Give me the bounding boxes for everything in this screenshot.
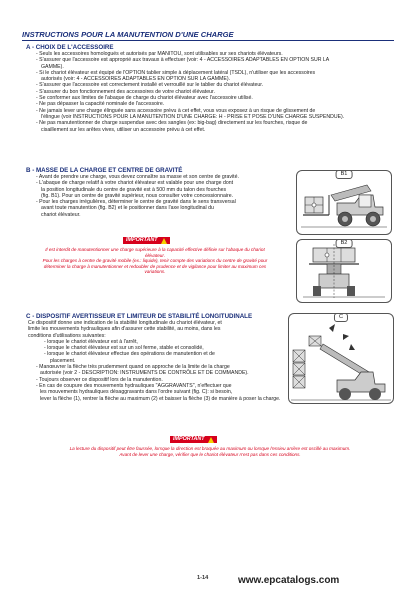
title-divider	[22, 40, 394, 41]
figure-c	[288, 313, 394, 404]
section-b-title: B - MASSE DE LA CHARGE ET CENTRE DE GRAVITÉ	[26, 167, 183, 174]
section-c-line: limite les mouvements hydrauliques afin d'assurer cette stabilité, au moins, dans les	[28, 326, 221, 333]
section-a-title: A - CHOIX DE L'ACCESSOIRE	[26, 44, 114, 51]
section-b-text	[36, 174, 291, 218]
section-a-line: GAMME).	[41, 63, 64, 70]
important-banner-b	[123, 237, 170, 244]
section-c-line: - Toujours observer ce dispositif lors de la manutention.	[36, 376, 163, 383]
warning-triangle-icon	[161, 238, 167, 244]
warning-line: La lecture du dispositif peut être faussée, lorsque la direction est braquée au maximum ou lorsque l'essieu arrière est oscillé au maximum.	[69, 446, 351, 451]
telehandler-front-illustration	[297, 240, 391, 302]
important-banner-c	[170, 436, 217, 443]
section-c-line: les mouvements hydrauliques désaggravants dans l'ordre suivant (fig. C): si besoin,	[40, 389, 233, 396]
warning-text-b	[30, 247, 280, 275]
figure-b2	[296, 239, 392, 303]
section-b-line: avant toute manutention (fig. B2) et le positionner dans l'axe longitudinal du	[41, 205, 214, 212]
telehandler-stability-illustration	[289, 314, 393, 403]
section-a-line: l'élingue (voir INSTRUCTIONS POUR LA MANUTENTION D'UNE CHARGE: H - PRISE ET POSE D'UNE CHARGE SUSPENDUE).	[41, 113, 345, 120]
section-c-line: - lorsque le chariot élévateur est à l'arrêt,	[44, 338, 138, 345]
warning-line: élévateur.	[144, 252, 165, 258]
section-c-line: - lorsque le chariot élévateur est sur un sol ferme, stable et consolidé,	[44, 345, 204, 352]
section-a-line: - S'assurer que l'accessoire est approprié aux travaux à effectuer (voir: 4 - ACCESSOIRES ADAPTABLES EN OPTION SUR LA	[36, 57, 330, 64]
section-a-line: - Se conformer aux limites de l'abaque de charge du chariot élévateur avec l'accessoire utilisé.	[36, 95, 253, 102]
section-c-line: Ce dispositif donne une indication de la stabilité longitudinale du chariot élévateur, et	[28, 320, 222, 326]
page-number: 1-14	[197, 575, 209, 581]
section-b-line: chariot élévateur.	[41, 211, 81, 218]
important-label: IMPORTANT	[126, 237, 158, 243]
section-c-title: C - DISPOSITIF AVERTISSEUR ET LIMITEUR DE STABILITÉ LONGITUDINALE	[26, 313, 253, 320]
section-a-line: cisaillement sur les arêtes vives, utiliser un accessoire prévu à cet effet.	[41, 126, 206, 133]
warning-triangle-icon	[208, 437, 214, 443]
section-b-line: (fig. B1). Pour un centre de gravité supérieur, nous consulter votre concessionnaire.	[41, 192, 234, 199]
section-a-line: - S'assurer que l'accessoire est correctement installé et verrouillé sur le tablier du chariot élévateur.	[36, 82, 264, 89]
section-a-line: - Ne jamais lever une charge élinguée sans accessoire prévu à cet effet, vous vous exposez à un risque de glissement de	[36, 107, 316, 114]
section-c-line: conditions d'utilisations suivantes:	[28, 332, 106, 339]
section-c-line: - Manœuvrer la flèche très prudemment quand on approche de la limite de la charge	[36, 364, 230, 371]
figure-b1	[296, 170, 392, 235]
section-a-line: - Ne pas dépasser la capacité nominale de l'accessoire.	[36, 101, 165, 108]
figure-label: B2	[336, 239, 353, 248]
figure-label: B1	[336, 170, 353, 179]
section-a-text	[36, 51, 396, 133]
section-a-line: - S'assurer du bon fonctionnement des accessoires de votre chariot élévateur.	[36, 88, 215, 95]
warning-line: déterminer la charge à manutentionner et redoubler de prudence et de vigilance pour limiter au maximum ces	[43, 263, 267, 269]
warning-line: Pour les charges à centre de gravité mobile (ex.: liquide), tenir compte des variations du centre de gravité pour	[42, 258, 268, 264]
section-c-line: placement.	[50, 357, 76, 364]
warning-line: variations.	[144, 269, 166, 275]
warning-line: Il est interdit de manutentionner une charge supérieure à la capacité effective définie sur l'abaque du chariot	[45, 247, 265, 252]
telehandler-side-illustration	[297, 171, 391, 234]
section-a-line: - Seuls les accessoires homologués et autorisés par MANITOU, sont utilisables sur ses chariots élévateurs.	[36, 51, 283, 57]
figure-label: C	[334, 313, 348, 322]
section-c-line: lever la flèche (1), rentrer la flèche au maximum (2) et baisser la flèche (3) de manière à poser la charge.	[40, 395, 281, 402]
section-a-line: - Si le chariot élévateur est équipé de l'OPTION tablier simple à déplacement latéral (TSDL), n'utiliser que les accessoires	[36, 69, 316, 76]
section-b-line: - Avant de prendre une charge, vous devez connaître sa masse et son centre de gravité.	[36, 174, 239, 180]
section-c-line: - lorsque le chariot élévateur effectue des opérations de manutention et de	[44, 351, 215, 358]
page-title: INSTRUCTIONS POUR LA MANUTENTION D'UNE CHARGE	[22, 30, 234, 39]
section-c-line: autorisée (voir 2 - DESCRIPTION: INSTRUMENTS DE CONTRÔLE ET DE COMMANDE).	[40, 370, 249, 377]
warning-line: Avant de lever une charge, vérifier que le chariot élévateur n'est pas dans ces conditions.	[119, 451, 301, 457]
section-b-line: la position longitudinale du centre de gravité est à 500 mm du talon des fourches	[41, 186, 227, 193]
section-b-line: - Pour les charges irrégulières, déterminer le centre de gravité dans le sens transversal	[36, 199, 236, 206]
important-label: IMPORTANT	[173, 436, 205, 442]
warning-text-c	[26, 446, 394, 457]
watermark-url: www.epcatalogs.com	[238, 575, 340, 586]
section-a-line: autorisés (voir: 4 - ACCESSOIRES ADAPTABLES EN OPTION SUR LA GAMME).	[41, 76, 231, 83]
section-b-line: - L'abaque de charge relatif à votre chariot élévateur est valable pour une charge dont	[36, 180, 234, 187]
section-a-line: - Ne pas manutentionner de charge suspendue avec des sangles (ex: big-bag) directement sur les fourches, risque de	[36, 120, 308, 127]
section-c-line: - En cas de coupure des mouvements hydrauliques "AGGRAVANTS", n'effectuer que	[36, 382, 232, 389]
